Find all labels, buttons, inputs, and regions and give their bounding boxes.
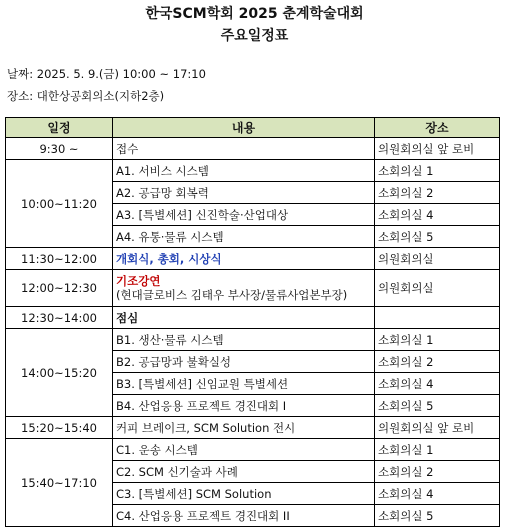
place-cell: 소회의실 4 bbox=[375, 373, 500, 395]
table-row bbox=[6, 417, 500, 439]
place-cell: 의원회의실 bbox=[375, 270, 500, 307]
content-cell: B1. 생산·물류 시스템 bbox=[113, 329, 375, 351]
content-cell: C4. 산업응용 프로젝트 경진대회 II bbox=[113, 505, 375, 527]
place-cell bbox=[375, 307, 500, 329]
place-label: 장소 bbox=[7, 89, 30, 103]
content-cell: B2. 공급망과 불확실성 bbox=[113, 351, 375, 373]
page-title: 한국SCM학회 2025 춘계학술대회 bbox=[145, 6, 364, 22]
place-cell: 소회의실 2 bbox=[375, 461, 500, 483]
content-cell: 개회식, 총회, 시상식 bbox=[113, 248, 375, 270]
keynote-speaker: (현대글로비스 김태우 부사장/물류사업본부장) bbox=[116, 288, 348, 302]
content-cell: 커피 브레이크, SCM Solution 전시 bbox=[113, 417, 375, 439]
table-row bbox=[6, 439, 500, 461]
place-cell: 소회의실 5 bbox=[375, 226, 500, 248]
header-schedule: 일정 bbox=[6, 118, 113, 138]
content-cell: 점심 bbox=[113, 307, 375, 329]
place-cell: 의원회의실 bbox=[375, 248, 500, 270]
place-value: 대한상공회의소(지하2층) bbox=[36, 89, 165, 103]
content-cell: A4. 유통·물류 시스템 bbox=[113, 226, 375, 248]
table-row bbox=[6, 160, 500, 182]
content-cell: A2. 공급망 회복력 bbox=[113, 182, 375, 204]
place-cell: 소회의실 4 bbox=[375, 204, 500, 226]
content-cell: B3. [특별세션] 신임교원 특별세션 bbox=[113, 373, 375, 395]
place-cell: 소회의실 2 bbox=[375, 351, 500, 373]
time-cell: 12:30~14:00 bbox=[6, 307, 113, 329]
place-cell: 소회의실 2 bbox=[375, 182, 500, 204]
table-row bbox=[6, 270, 500, 307]
time-cell: 15:20~15:40 bbox=[6, 417, 113, 439]
table-row bbox=[6, 248, 500, 270]
header-content: 내용 bbox=[113, 118, 375, 138]
time-cell: 11:30~12:00 bbox=[6, 248, 113, 270]
place-cell: 소회의실 1 bbox=[375, 160, 500, 182]
time-cell: 12:00~12:30 bbox=[6, 270, 113, 307]
content-cell: C2. SCM 신기술과 사례 bbox=[113, 461, 375, 483]
place-cell: 소회의실 5 bbox=[375, 505, 500, 527]
page-subtitle: 주요일정표 bbox=[220, 28, 289, 44]
time-cell: 15:40~17:10 bbox=[6, 439, 113, 527]
place-cell: 소회의실 1 bbox=[375, 439, 500, 461]
place-line: 장소: 대한상공회의소(지하2층) bbox=[7, 89, 165, 103]
content-cell bbox=[113, 270, 375, 307]
place-cell: 소회의실 5 bbox=[375, 395, 500, 417]
time-cell: 10:00~11:20 bbox=[6, 160, 113, 248]
time-cell: 14:00~15:20 bbox=[6, 329, 113, 417]
header-place: 장소 bbox=[375, 118, 500, 138]
schedule-table bbox=[5, 117, 500, 527]
content-cell: C3. [특별세션] SCM Solution bbox=[113, 483, 375, 505]
keynote-title: 기조강연 bbox=[116, 274, 161, 288]
time-cell: 9:30 ~ bbox=[6, 138, 113, 160]
table-row bbox=[6, 307, 500, 329]
content-cell: 접수 bbox=[113, 138, 375, 160]
table-row bbox=[6, 329, 500, 351]
table-header-row bbox=[6, 118, 500, 138]
place-cell: 소회의실 4 bbox=[375, 483, 500, 505]
content-cell: A1. 서비스 시스템 bbox=[113, 160, 375, 182]
place-cell: 의원회의실 앞 로비 bbox=[375, 138, 500, 160]
date-line: 날짜: 2025. 5. 9.(금) 10:00 ~ 17:10 bbox=[7, 67, 206, 81]
date-value: 2025. 5. 9.(금) 10:00 ~ 17:10 bbox=[36, 67, 206, 81]
table-row bbox=[6, 138, 500, 160]
content-cell: C1. 운송 시스템 bbox=[113, 439, 375, 461]
place-cell: 소회의실 1 bbox=[375, 329, 500, 351]
date-label: 날짜 bbox=[7, 67, 30, 81]
place-cell: 의원회의실 앞 로비 bbox=[375, 417, 500, 439]
content-cell: B4. 산업응용 프로젝트 경진대회 I bbox=[113, 395, 375, 417]
content-cell: A3. [특별세션] 신진학술·산업대상 bbox=[113, 204, 375, 226]
